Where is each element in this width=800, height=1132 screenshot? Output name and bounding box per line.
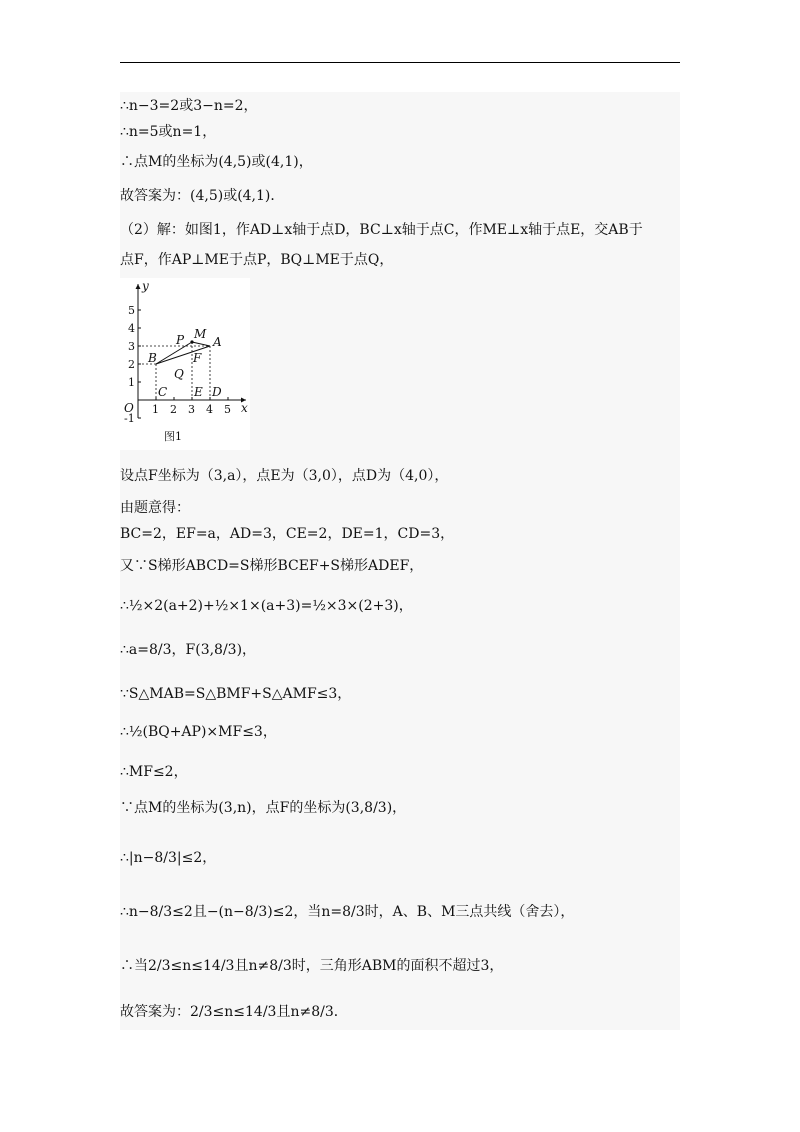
line-6: 点F，作AP⊥ME于点P，BQ⊥ME于点Q， — [120, 252, 394, 268]
line-4: 故答案为：(4,5)或(4,1)． — [120, 188, 285, 204]
svg-text:E: E — [194, 385, 203, 399]
svg-text:4: 4 — [128, 322, 135, 335]
line-7: 设点F坐标为（3,a），点E为（3,0），点D为（4,0）， — [120, 468, 449, 484]
line-2: ∴n=5或n=1， — [120, 124, 217, 140]
line-5: （2）解：如图1，作AD⊥x轴于点D，BC⊥x轴于点C，作ME⊥x轴于点E，交AB于 — [120, 222, 643, 238]
svg-text:Q: Q — [174, 367, 184, 381]
svg-text:5: 5 — [224, 403, 231, 416]
svg-text:4: 4 — [206, 403, 213, 416]
svg-text:1: 1 — [128, 376, 135, 389]
segment-bm — [156, 342, 192, 364]
svg-text:2: 2 — [128, 358, 135, 371]
svg-text:3: 3 — [128, 340, 135, 353]
line-17: ∴|n−8/3|≤2， — [120, 850, 217, 866]
y-axis-arrow — [136, 284, 141, 289]
line-15: ∴MF≤2， — [120, 764, 188, 780]
svg-text:图1: 图1 — [164, 430, 182, 443]
svg-text:A: A — [213, 335, 222, 349]
line-16: ∵点M的坐标为(3,n)，点F的坐标为(3,8/3)， — [120, 800, 407, 816]
svg-text:F: F — [193, 351, 202, 365]
svg-text:3: 3 — [188, 403, 195, 416]
svg-text:P: P — [176, 333, 185, 347]
segment-ma — [192, 342, 210, 346]
line-1: ∴n−3=2或3−n=2， — [120, 98, 258, 114]
svg-text:x: x — [241, 401, 248, 415]
line-14: ∴½(BQ+AP)×MF≤3， — [120, 724, 277, 740]
line-8: 由题意得： — [120, 500, 190, 516]
svg-text:B: B — [148, 351, 157, 365]
line-20: 故答案为：2/3≤n≤14/3且n≠8/3． — [120, 1004, 348, 1020]
line-3: ∴点M的坐标为(4,5)或(4,1)， — [120, 154, 313, 170]
line-18: ∴n−8/3≤2且−(n−8/3)≤2，当n=8/3时，A、B、M三点共线（舍去）， — [120, 904, 575, 920]
coordinate-figure — [120, 278, 250, 450]
solution-body — [120, 92, 680, 1030]
svg-text:D: D — [212, 385, 222, 399]
svg-text:2: 2 — [170, 403, 177, 416]
segment-ab — [156, 346, 210, 364]
svg-text:5: 5 — [128, 304, 135, 317]
line-10: 又∵S梯形ABCD=S梯形BCEF+S梯形ADEF， — [120, 558, 424, 574]
svg-text:O: O — [124, 401, 134, 415]
svg-text:1: 1 — [152, 403, 159, 416]
line-19: ∴当2/3≤n≤14/3且n≠8/3时，三角形ABM的面积不超过3， — [120, 958, 504, 974]
svg-text:-1: -1 — [124, 412, 135, 425]
line-9: BC=2，EF=a，AD=3，CE=2，DE=1，CD=3， — [120, 526, 455, 542]
svg-text:C: C — [158, 385, 168, 399]
figure-svg — [120, 278, 250, 450]
svg-text:M: M — [194, 327, 207, 341]
line-13: ∵S△MAB=S△BMF+S△AMF≤3， — [120, 686, 352, 702]
line-12: ∴a=8/3，F(3,8/3)， — [120, 642, 257, 658]
header-rule — [120, 62, 680, 63]
svg-text:y: y — [142, 279, 149, 293]
line-11: ∴½×2(a+2)+½×1×(a+3)=½×3×(2+3)， — [120, 598, 413, 614]
